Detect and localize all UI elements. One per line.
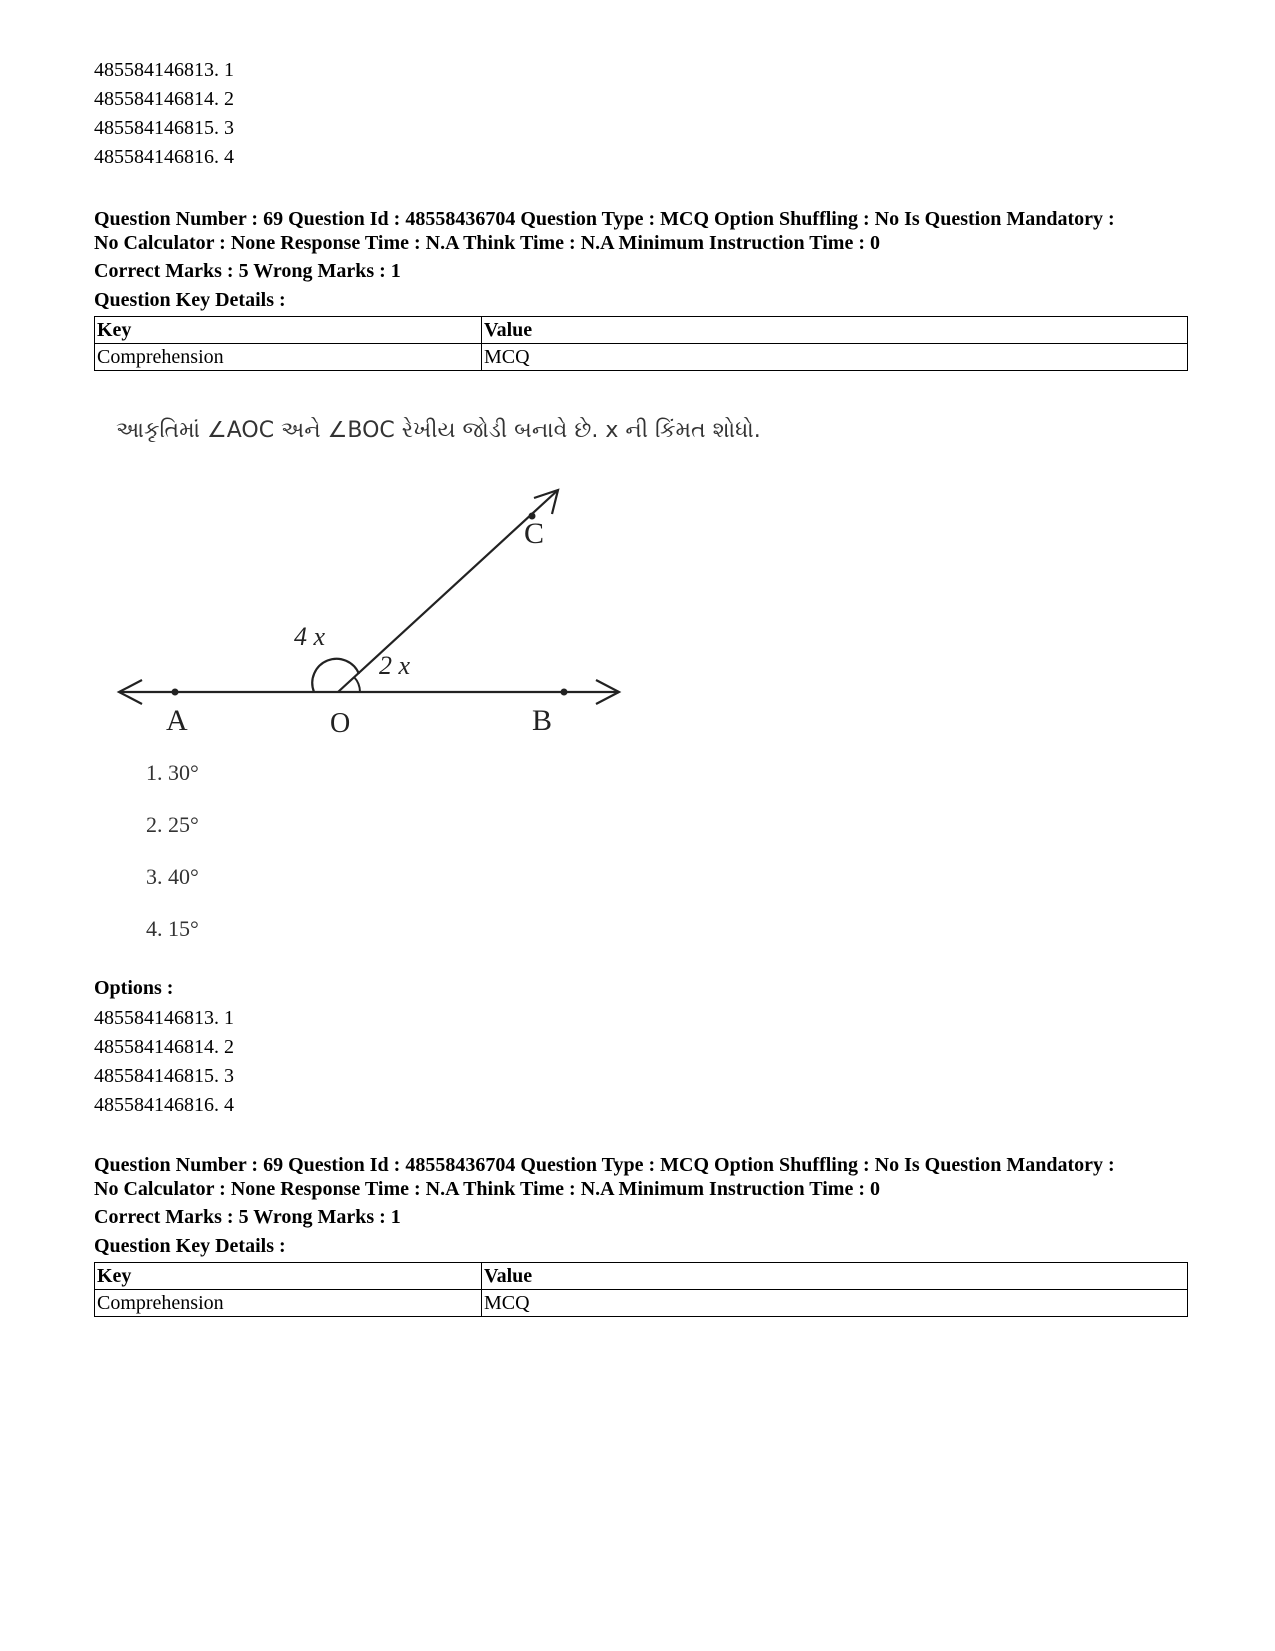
options-label: Options : [94, 977, 174, 999]
key-value-table [94, 1262, 1188, 1317]
option-line: 485584146815. 3 [94, 1065, 234, 1087]
table-header-key: Key [95, 317, 482, 344]
choice-item: 3. 40° [146, 864, 199, 889]
marks-line: Correct Marks : 5 Wrong Marks : 1 [94, 260, 401, 282]
angle-arc-aoc [312, 659, 359, 692]
key-details-label: Question Key Details : [94, 289, 286, 311]
table-header-value: Value [482, 317, 1188, 344]
option-line: 485584146814. 2 [94, 1036, 234, 1058]
table-cell-value: MCQ [482, 344, 1188, 371]
choice-item: 1. 30° [146, 760, 199, 785]
question-meta-line-1: Question Number : 69 Question Id : 48558436704 Question Type : MCQ Option Shuffling : No Is Question Mandatory : [94, 208, 1115, 230]
table-cell-key: Comprehension [95, 1290, 482, 1317]
option-line: 485584146813. 1 [94, 1007, 234, 1029]
label-b: B [532, 704, 553, 737]
table-header-value: Value [482, 1263, 1188, 1290]
table-row [95, 1290, 1188, 1317]
question-header [94, 1153, 1194, 1317]
option-line: 485584146816. 4 [94, 146, 234, 168]
key-value-table [94, 316, 1188, 371]
table-header-row [95, 317, 1188, 344]
table-row [95, 344, 1188, 371]
option-line: 485584146816. 4 [94, 1094, 234, 1116]
options-list [94, 1004, 694, 1120]
angle-figure [114, 480, 634, 750]
choice-item: 2. 25° [146, 812, 199, 837]
question-meta-line-2: No Calculator : None Response Time : N.A Think Time : N.A Minimum Instruction Time : 0 [94, 1178, 880, 1200]
point-b [561, 689, 568, 696]
table-cell-key: Comprehension [95, 344, 482, 371]
question-meta-line-1: Question Number : 69 Question Id : 48558436704 Question Type : MCQ Option Shuffling : No Is Question Mandatory : [94, 1154, 1115, 1176]
angle-arc-boc [354, 677, 360, 692]
option-line: 485584146813. 1 [94, 59, 234, 81]
option-line: 485584146814. 2 [94, 88, 234, 110]
question-meta-line-2: No Calculator : None Response Time : N.A Think Time : N.A Minimum Instruction Time : 0 [94, 232, 880, 254]
option-line: 485584146815. 3 [94, 117, 234, 139]
table-header-key: Key [95, 1263, 482, 1290]
previous-options-list [94, 56, 694, 172]
choice-item: 4. 15° [146, 916, 199, 941]
table-cell-value: MCQ [482, 1290, 1188, 1317]
key-details-label: Question Key Details : [94, 1235, 286, 1257]
label-a: A [166, 704, 188, 737]
label-angle-aoc: 4 x [294, 622, 326, 651]
label-angle-boc: 2 x [379, 651, 411, 680]
question-text: આકૃતિમાં ∠AOC અને ∠BOC રેખીય જોડી બનાવે છે. x ની કિંમત શોધો. [116, 418, 761, 443]
marks-line: Correct Marks : 5 Wrong Marks : 1 [94, 1206, 401, 1228]
question-header [94, 207, 1194, 371]
table-header-row [95, 1263, 1188, 1290]
label-c: C [524, 517, 545, 550]
label-o: O [330, 708, 351, 739]
point-a [172, 689, 179, 696]
